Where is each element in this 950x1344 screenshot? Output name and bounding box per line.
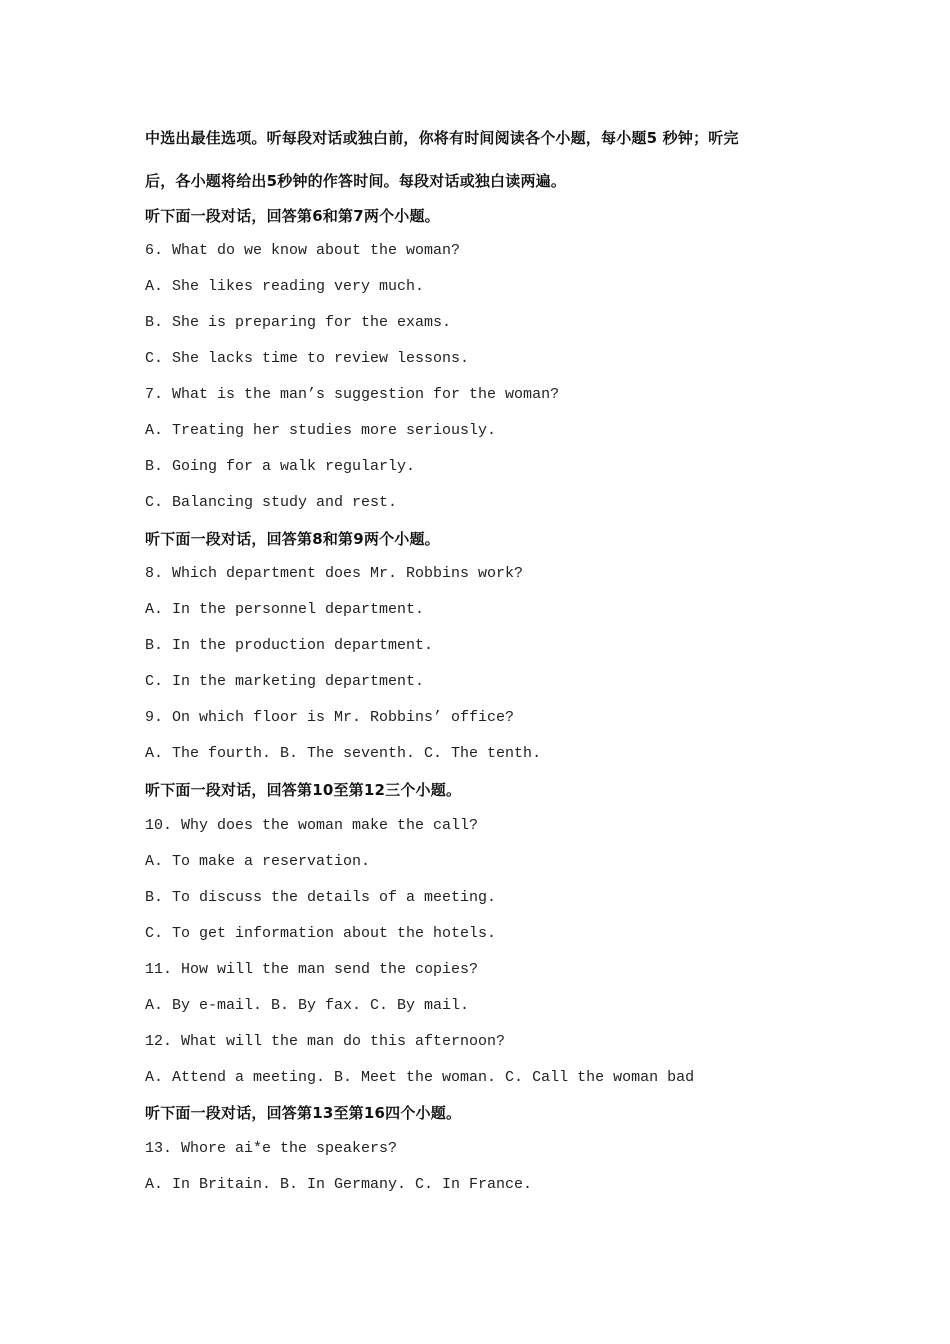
question-7-option-a: A. Treating her studies more seriously. [145,422,497,439]
section-heading-q10-12: 听下面一段对话，回答第10至第12三个小题。 [145,781,462,799]
instruction-line-1: 中选出最佳选项。听每段对话或独白前，你将有时间阅读各个小题，每小题5 秒钟；听完 [145,129,739,147]
question-11: 11. How will the man send the copies? [145,961,479,978]
section-heading-q8-9: 听下面一段对话，回答第8和第9两个小题。 [145,530,440,548]
question-12-options: A. Attend a meeting. B. Meet the woman. C. Call the woman bad [145,1069,695,1086]
question-13: 13. Whore ai*e the speakers? [145,1140,398,1157]
question-9: 9. On which floor is Mr. Robbins’ office? [145,709,515,726]
question-6-option-b: B. She is preparing for the exams. [145,314,452,331]
question-8-option-c: C. In the marketing department. [145,673,425,690]
question-8-option-b: B. In the production department. [145,637,434,654]
question-10-option-c: C. To get information about the hotels. [145,925,497,942]
question-7: 7. What is the man’s suggestion for the woman? [145,386,560,403]
question-6-option-a: A. She likes reading very much. [145,278,425,295]
question-8-option-a: A. In the personnel department. [145,601,425,618]
section-heading-q13-16: 听下面一段对话，回答第13至第16四个小题。 [145,1104,462,1122]
question-13-options: A. In Britain. B. In Germany. C. In France. [145,1176,533,1193]
question-10-option-a: A. To make a reservation. [145,853,371,870]
question-11-options: A. By e-mail. B. By fax. C. By mail. [145,997,470,1014]
question-9-options: A. The fourth. B. The seventh. C. The tenth. [145,745,542,762]
question-12: 12. What will the man do this afternoon? [145,1033,506,1050]
question-7-option-c: C. Balancing study and rest. [145,494,398,511]
section-heading-q6-7: 听下面一段对话，回答第6和第7两个小题。 [145,207,440,225]
question-10-option-b: B. To discuss the details of a meeting. [145,889,497,906]
question-6-option-c: C. She lacks time to review lessons. [145,350,470,367]
question-10: 10. Why does the woman make the call? [145,817,479,834]
instruction-line-2: 后，各小题将给出5秒钟的作答时间。每段对话或独白读两遍。 [145,172,567,190]
question-6: 6. What do we know about the woman? [145,242,461,259]
question-8: 8. Which department does Mr. Robbins work? [145,565,524,582]
question-7-option-b: B. Going for a walk regularly. [145,458,416,475]
